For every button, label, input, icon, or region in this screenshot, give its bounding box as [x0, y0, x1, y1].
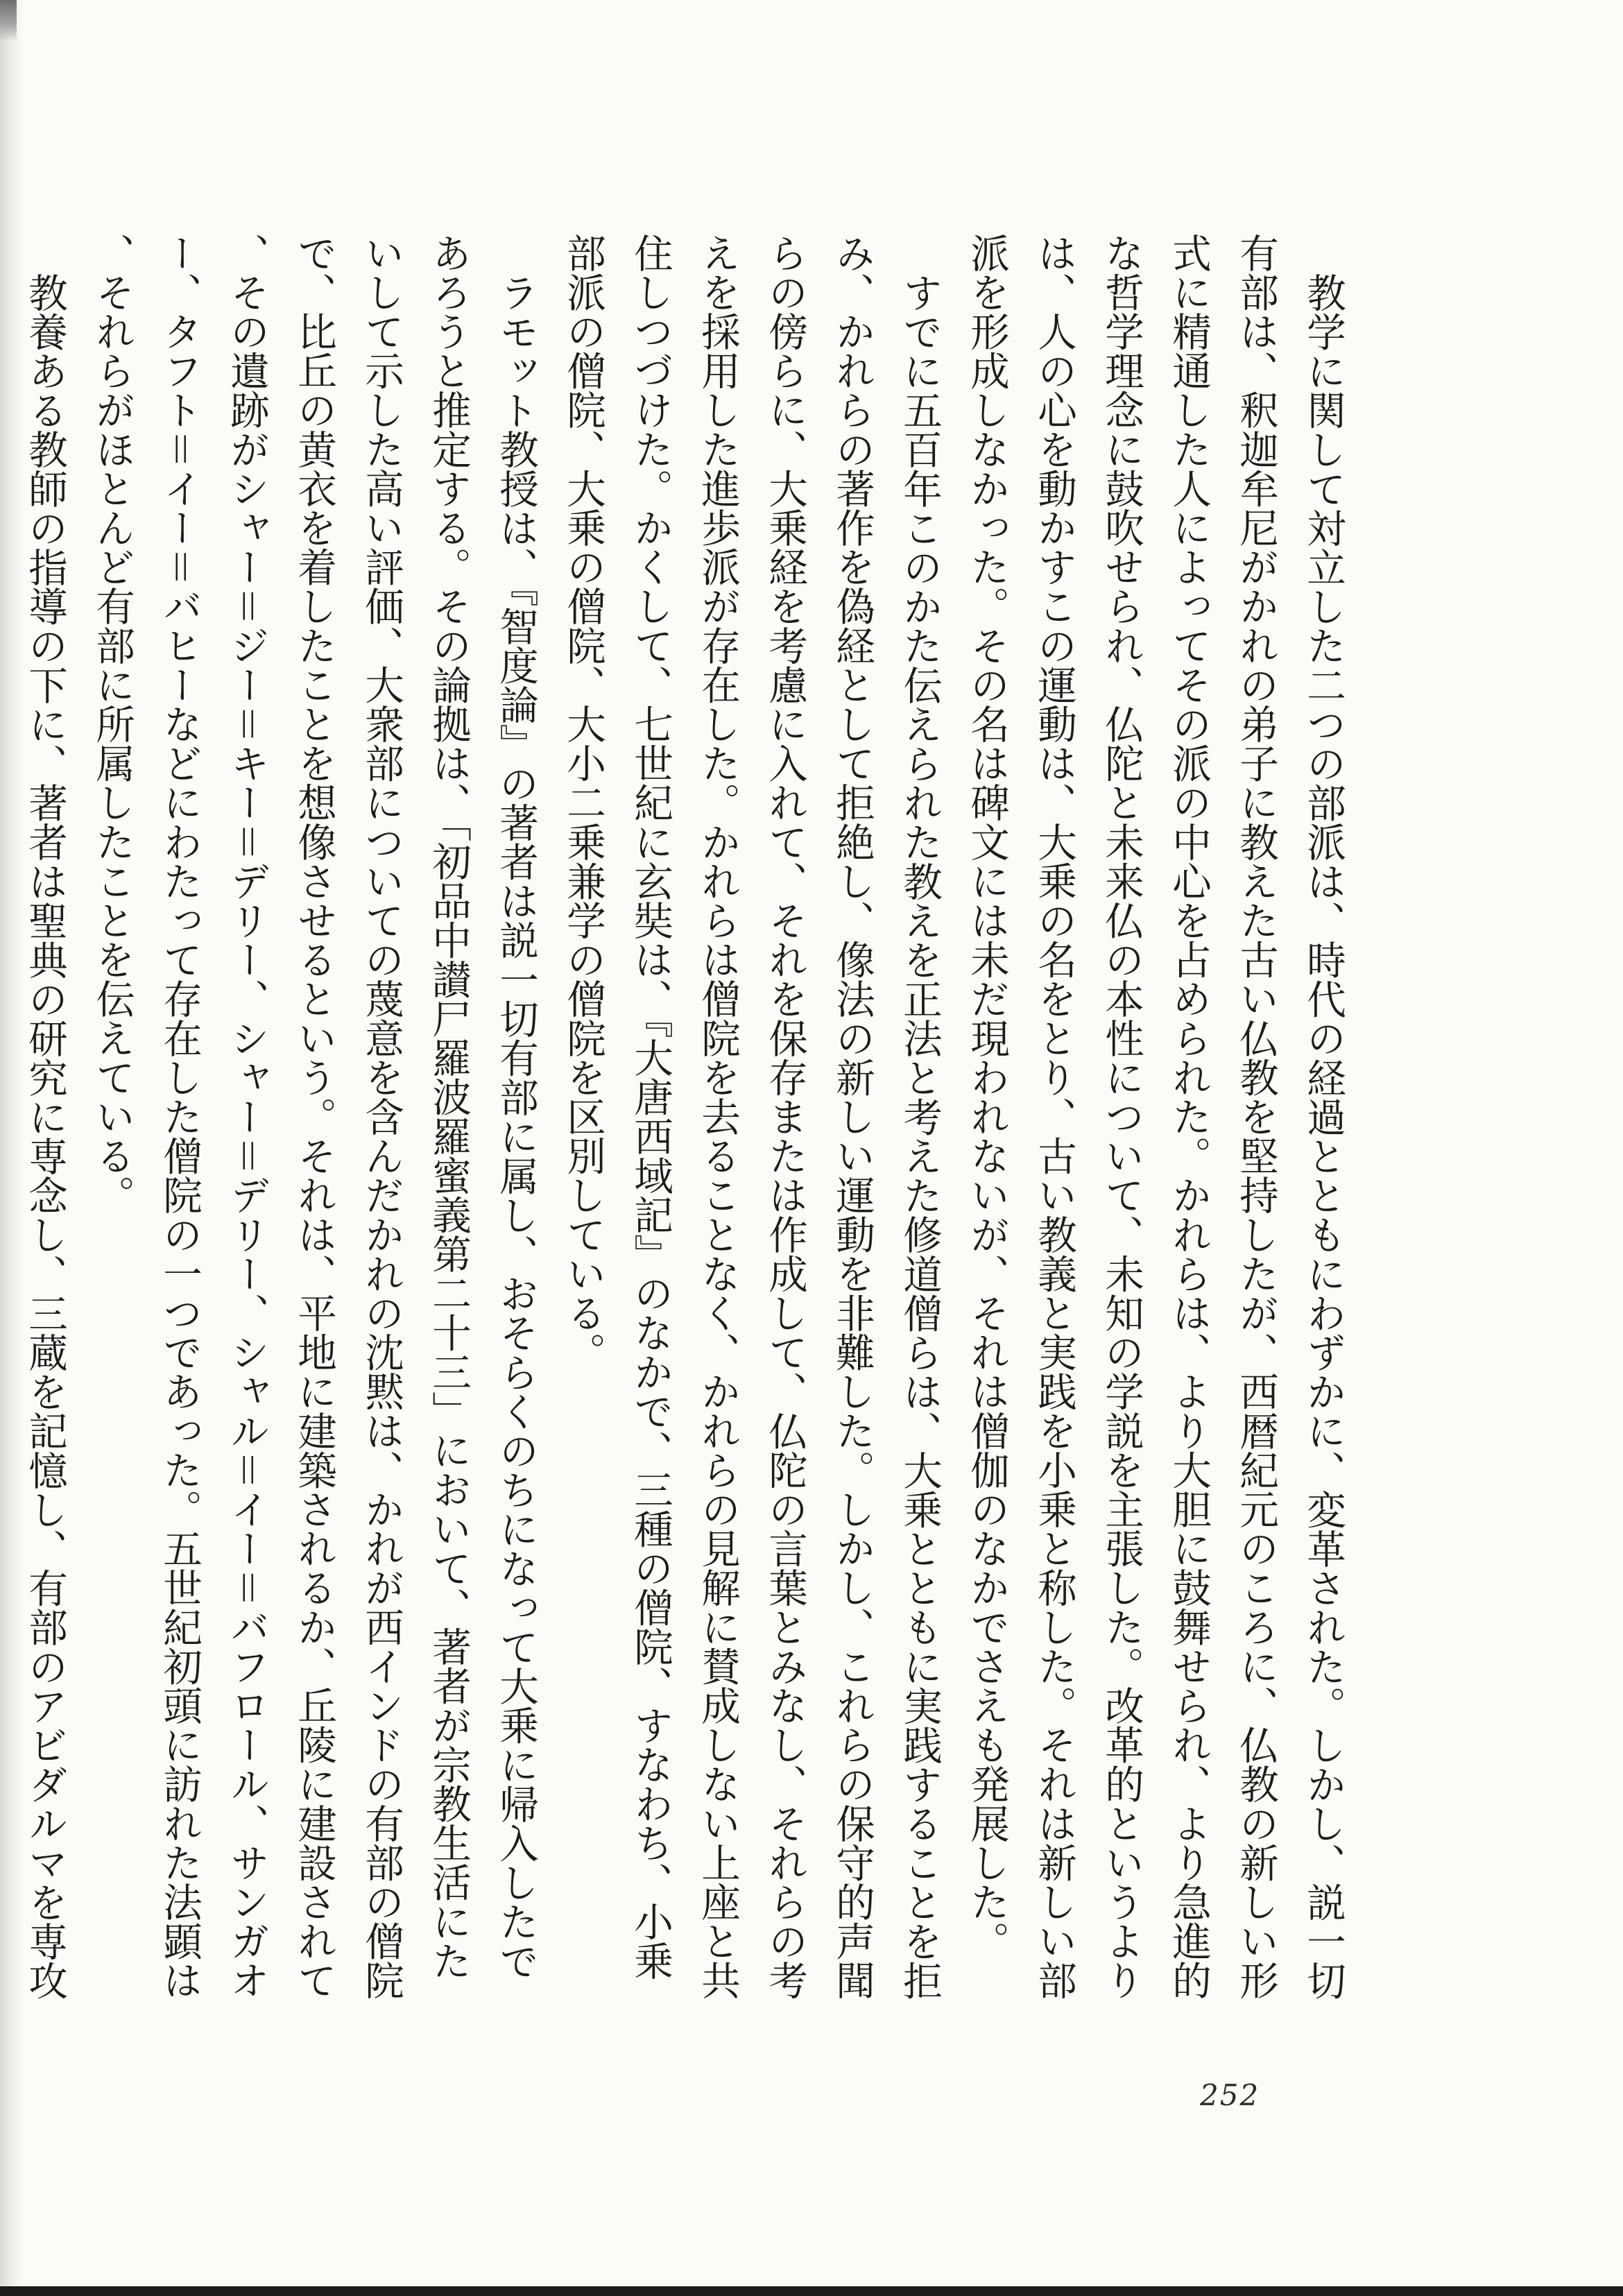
- vertical-text-body: [22, 233, 1357, 2016]
- scan-corner-mark: [0, 0, 17, 42]
- paragraph-2: すでに五百年このかた伝えられた教えを正法と考えた修道僧らは、大乗とともに実践することを拒み、かれらの著作を偽経として拒絶し、像法の新しい運動を非難した。しかし、これらの保守的声聞らの傍らに、大乗経を考慮に入れて、それを保存または作成して、仏陀の言葉とみなし、それらの考えを採用した進歩派が存在した。かれらは僧院を去ることなく、かれらの見解に賛成しない上座と共住しつづけた。かくして、七世紀に玄奘は、『大唐西域記』のなかで、三種の僧院、すなわち、小乗部派の僧院、大乗の僧院、大小二乗兼学の僧院を区別している。: [560, 233, 943, 2000]
- paragraph-4: 教養ある教師の指導の下に、著者は聖典の研究に専念し、三蔵を記憶し、有部のアビダルマを専攻: [22, 272, 68, 2000]
- paragraph-1: 教学に関して対立した二つの部派は、時代の経過とともにわずかに、変革された。しかし、説一切有部は、釈迦牟尼がかれの弟子に教えた古い仏教を堅持したが、西暦紀元のころに、仏教の新しい形式に精通した人によってその派の中心を占められた。かれらは、より大胆に鼓舞せられ、より急進的な哲学理念に鼓吹せられ、仏陀と未来仏の本性について、未知の学説を主張した。改革的というよりは、人の心を動かすこの運動は、大乗の名をとり、古い教義と実践を小乗と称した。それは新しい部派を形成しなかった。その名は碑文には未だ現われないが、それは僧伽のなかでさえも発展した。: [964, 233, 1346, 2000]
- page-number: 252: [1200, 2078, 1260, 2112]
- paragraph-3: ラモット教授は、『智度論』の著者は説一切有部に属し、おそらくのちになって大乗に帰入したであろうと推定する。その論拠は、「初品中讃尸羅波羅蜜義第二十三」において、著者が宗教生活にたいして示した高い評価、大衆部についての蔑意を含んだかれの沈黙は、かれが西インドの有部の僧院で、比丘の黄衣を着したことを想像させるという。それは、平地に建築されるか、丘陵に建設されて、その遺跡がシャー＝ジー＝キー＝デリー、シャー＝デリー、シャル＝イー＝バフロール、サンガオー、タフト＝イー＝バヒーなどにわたって存在した僧院の一つであった。五世紀初頭に訪れた法顕は、それらがほとんど有部に所属したことを伝えている。: [89, 233, 539, 2000]
- bottom-border: [0, 2286, 1623, 2296]
